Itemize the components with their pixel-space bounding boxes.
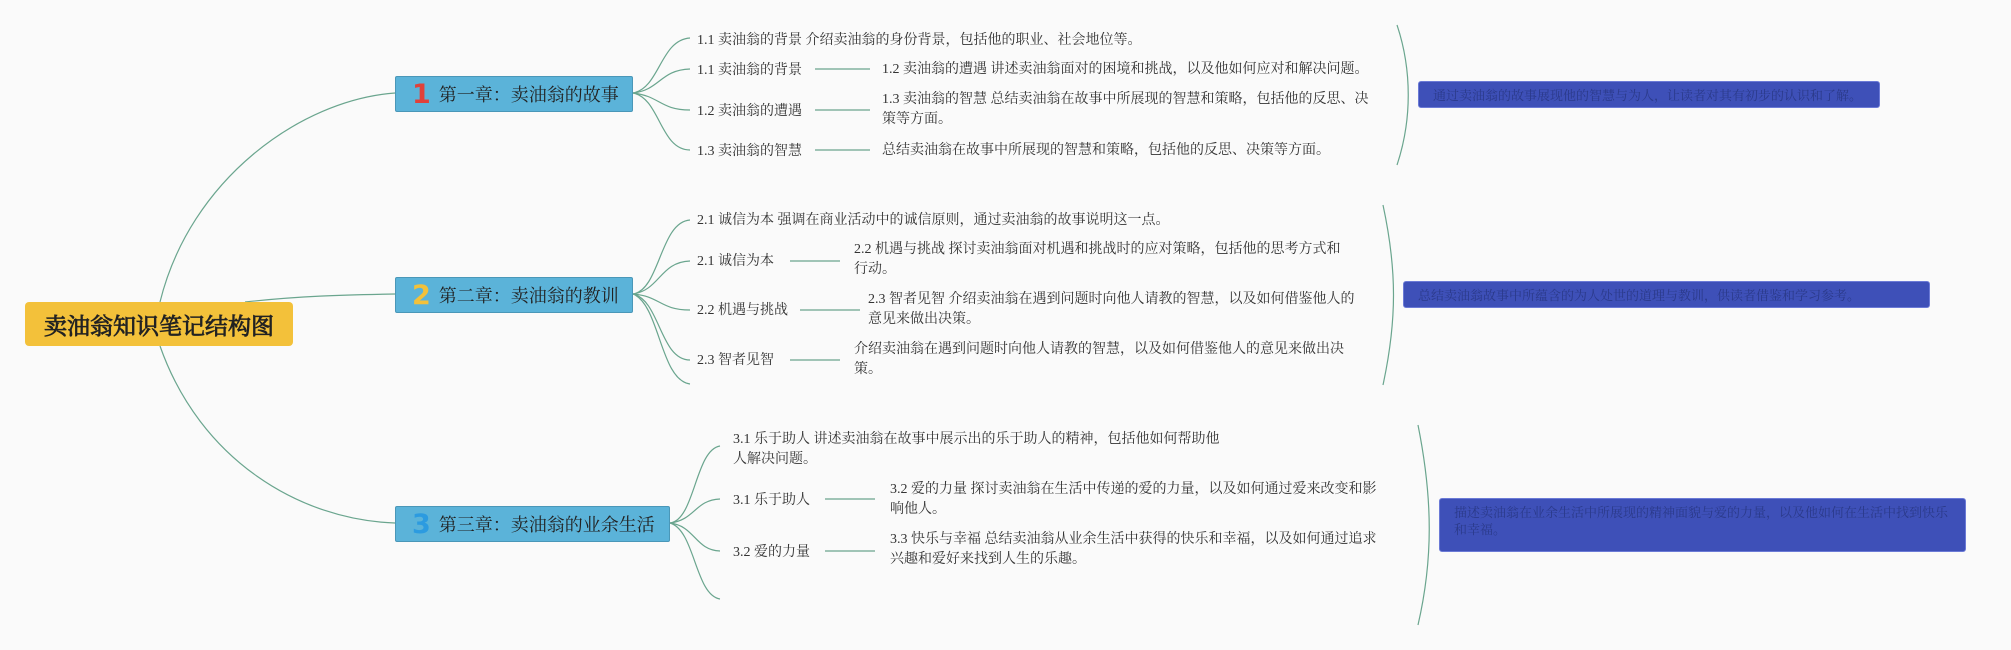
chapter-3-number: 3 (412, 508, 431, 540)
chapter-1-item-3-desc: 1.3 卖油翁的智慧 总结卖油翁在故事中所展现的智慧和策略，包括他的反思、决策等方面。 (882, 92, 1369, 127)
chapter-1-summary[interactable]: 通过卖油翁的故事展现他的智慧与为人，让读者对其有初步的认识和了解。 (1418, 81, 1880, 108)
chapter-1-number: 1 (412, 78, 431, 110)
chapter-3-item-2[interactable]: 3.1 乐于助人 (733, 493, 810, 508)
chapter-1-item-2[interactable]: 1.1 卖油翁的背景 (697, 63, 802, 78)
chapter-2-item-2[interactable]: 2.1 诚信为本 (697, 254, 774, 269)
chapter-2-item-3[interactable]: 2.2 机遇与挑战 (697, 303, 788, 318)
chapter-3-item-3-desc: 3.3 快乐与幸福 总结卖油翁从业余生活中获得的快乐和幸福，以及如何通过追求兴趣和爱好来找到人生的乐趣。 (890, 532, 1377, 567)
chapter-2-summary[interactable]: 总结卖油翁故事中所蕴含的为人处世的道理与教训，供读者借鉴和学习参考。 (1403, 281, 1930, 308)
chapter-1-item-4-desc: 总结卖油翁在故事中所展现的智慧和策略，包括他的反思、决策等方面。 (882, 143, 1330, 158)
chapter-3-node[interactable] (395, 506, 670, 542)
chapter-1-item-3[interactable]: 1.2 卖油翁的遭遇 (697, 104, 802, 119)
chapter-1-title: 第一章：卖油翁的故事 (438, 85, 619, 106)
chapter-2-number: 2 (412, 279, 431, 311)
chapter-3-title: 第三章：卖油翁的业余生活 (438, 515, 655, 536)
chapter-2-item-3-desc: 2.3 智者见智 介绍卖油翁在遇到问题时向他人请教的智慧，以及如何借鉴他人的意见来做出决策。 (868, 292, 1355, 327)
chapter-1-item-2-desc: 1.2 卖油翁的遭遇 讲述卖油翁面对的困境和挑战，以及他如何应对和解决问题。 (882, 62, 1369, 77)
chapter-3-item-1[interactable]: 3.1 乐于助人 讲述卖油翁在故事中展示出的乐于助人的精神，包括他如何帮助他人解决问题。 (733, 432, 1220, 467)
chapter-3-summary[interactable]: 描述卖油翁在业余生活中所展现的精神面貌与爱的力量，以及他如何在生活中找到快乐和幸福。 (1439, 498, 1966, 552)
root-node[interactable] (25, 302, 293, 346)
chapter-2-item-2-desc: 2.2 机遇与挑战 探讨卖油翁面对机遇和挑战时的应对策略，包括他的思考方式和行动。 (854, 242, 1341, 277)
chapter-1-item-1[interactable]: 1.1 卖油翁的背景 介绍卖油翁的身份背景，包括他的职业、社会地位等。 (697, 33, 1142, 48)
chapter-2-node[interactable] (395, 277, 633, 313)
chapter-2-item-4[interactable]: 2.3 智者见智 (697, 353, 774, 368)
chapter-2-item-1[interactable]: 2.1 诚信为本 强调在商业活动中的诚信原则，通过卖油翁的故事说明这一点。 (697, 213, 1170, 228)
chapter-2-item-4-desc: 介绍卖油翁在遇到问题时向他人请教的智慧，以及如何借鉴他人的意见来做出决策。 (854, 342, 1344, 377)
chapter-1-node[interactable] (395, 76, 633, 112)
chapter-3-item-2-desc: 3.2 爱的力量 探讨卖油翁在生活中传递的爱的力量，以及如何通过爱来改变和影响他人。 (890, 482, 1377, 517)
chapter-2-title: 第二章：卖油翁的教训 (438, 286, 619, 307)
chapter-3-item-3[interactable]: 3.2 爱的力量 (733, 545, 810, 560)
chapter-1-item-4[interactable]: 1.3 卖油翁的智慧 (697, 144, 802, 159)
root-title: 卖油翁知识笔记结构图 (44, 313, 274, 340)
